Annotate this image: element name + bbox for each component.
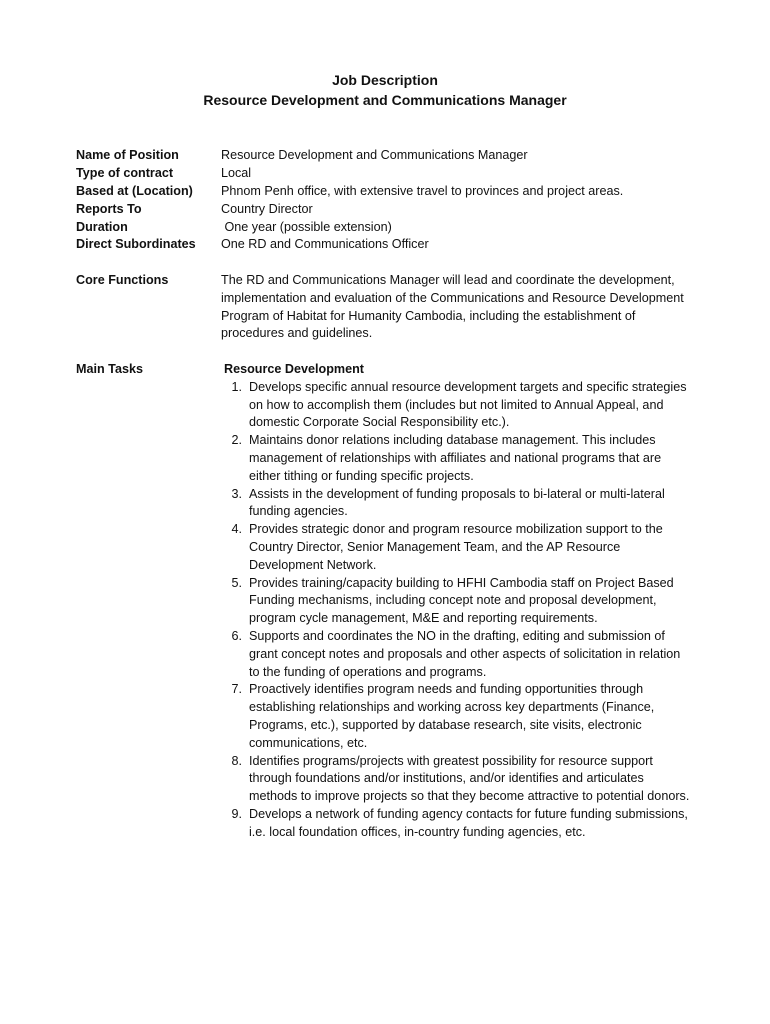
list-item [224,753,694,806]
list-number: 6. [231,628,242,643]
field-value: One year (possible extension) [221,220,392,234]
list-text: Assists in the development of funding proposals to bi-lateral or multi-lateral funding agencies. [249,486,665,519]
task-list [224,379,694,842]
list-item [224,432,694,485]
list-item [224,806,694,842]
list-number: 3. [231,486,242,501]
list-text: Develops a network of funding agency contacts for future funding submissions, i.e. local foundation offices, in-country funding agencies, etc. [249,806,688,839]
field-label: Name of Position [76,148,179,162]
list-text: Develops specific annual resource development targets and specific strategies on how to accomplish them (includes but not limited to Annual Appeal, and domestic Corporate Social Responsibility etc.). [249,379,687,430]
list-number: 7. [231,682,242,697]
main-tasks-content [224,361,694,842]
list-item [224,628,694,681]
list-item [224,575,694,628]
section-label: Main Tasks [76,362,143,376]
core-functions-text: The RD and Communications Manager will lead and coordinate the development, implementation and evaluation of the Communications and Resource Development Program of Habitat for Humanity Cambodia, including the establishment of procedures and guidelines. [221,273,684,341]
list-text: Provides strategic donor and program resource mobilization support to the Country Director, Senior Management Team, and the AP Resource Development Network. [249,522,663,572]
list-number: 4. [231,522,242,537]
field-value: Resource Development and Communications Manager [221,148,528,162]
field-label: Type of contract [76,166,174,180]
section-label: Core Functions [76,273,169,287]
list-item [224,379,694,432]
list-number: 8. [231,753,242,768]
list-item [224,486,694,522]
field-value: One RD and Communications Officer [221,237,429,251]
field-label: Based at (Location) [76,184,193,198]
list-number: 9. [231,806,242,821]
list-item [224,521,694,574]
field-value: Phnom Penh office, with extensive travel to provinces and project areas. [221,184,624,198]
field-value: Country Director [221,202,313,216]
list-number: 1. [231,379,242,394]
list-text: Supports and coordinates the NO in the drafting, editing and submission of grant concept notes and proposals and other aspects of solicitation in relation to the funding of operations and programs. [249,628,681,679]
title-line-1: Job Description [332,72,438,88]
field-value: Local [221,166,252,180]
title-line-2: Resource Development and Communications Manager [203,92,567,108]
list-text: Maintains donor relations including database management. This includes management of relationships with affiliates and national programs that are either tithing or funding specific projects. [249,433,662,483]
field-label: Direct Subordinates [76,237,196,251]
field-label: Reports To [76,202,142,216]
field-label: Duration [76,220,128,234]
list-text: Proactively identifies program needs and funding opportunities through establishing relationships and working across key departments (Finance, Programs, etc.), supported by database research, site visits, electronic communications, etc. [249,682,655,750]
list-number: 5. [231,575,242,590]
list-text: Identifies programs/projects with greatest possibility for resource support through foundations and/or institutions, and/or identifies and articulates methods to improve projects so that they become attractive to potential donors. [249,753,690,804]
list-item [224,681,694,752]
subheading: Resource Development [224,362,364,376]
list-text: Provides training/capacity building to HFHI Cambodia staff on Project Based Funding mechanisms, including concept note and proposal development, program cycle management, M&E and reporting requirements. [249,575,674,626]
document-title [0,70,770,110]
list-number: 2. [231,433,242,448]
